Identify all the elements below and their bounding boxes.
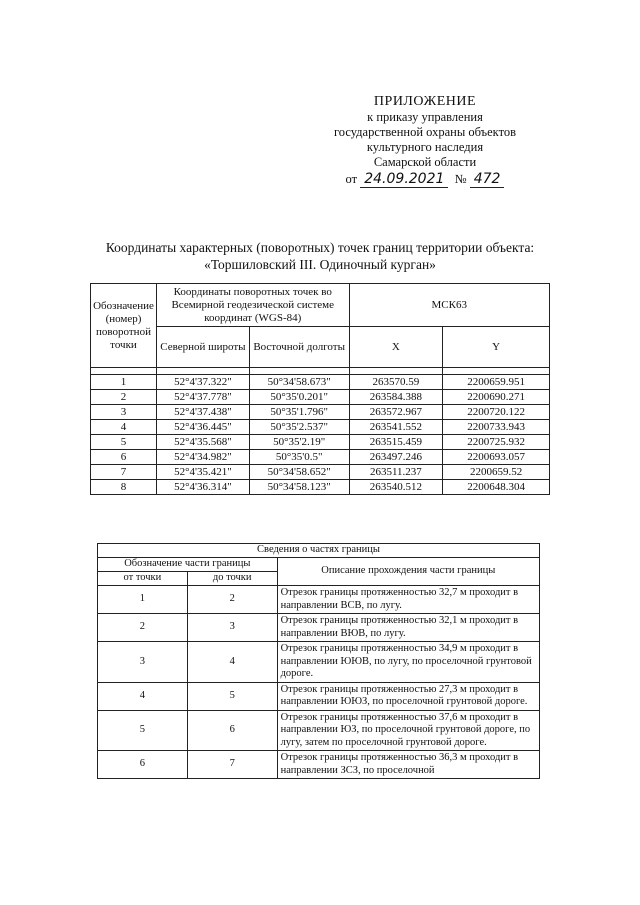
from-point-cell: 3 <box>98 642 188 683</box>
table-row <box>91 405 550 420</box>
order-date-line <box>300 172 550 188</box>
description-cell: Отрезок границы протяженностью 36,3 м проходит в направлении ЗСЗ, по проселочной <box>277 751 539 779</box>
point-number: 7 <box>91 465 157 480</box>
longitude-cell: 50°34'58.673" <box>249 375 349 390</box>
header-msk63: МСК63 <box>349 284 549 327</box>
table-row <box>98 586 540 614</box>
longitude-cell: 50°35'2.19" <box>249 435 349 450</box>
table-row <box>91 435 550 450</box>
longitude-cell: 50°34'58.123" <box>249 480 349 495</box>
point-number: 8 <box>91 480 157 495</box>
from-point-cell: 2 <box>98 614 188 642</box>
table-row <box>91 420 550 435</box>
appendix-title: ПРИЛОЖЕНИЕ <box>373 94 477 109</box>
x-cell: 263572.967 <box>349 405 443 420</box>
x-cell: 263515.459 <box>349 435 443 450</box>
point-number: 1 <box>91 375 157 390</box>
longitude-cell: 50°34'58.652" <box>249 465 349 480</box>
header-wgs84: Координаты поворотных точек во Всемирной геодезической системе координат (WGS-84) <box>156 284 349 327</box>
table-row <box>98 614 540 642</box>
y-cell: 2200693.057 <box>443 450 550 465</box>
boundary-parts-table <box>97 543 540 779</box>
header-line: государственной охраны объектов <box>333 125 517 139</box>
latitude-cell: 52°4'37.322" <box>156 375 249 390</box>
header-from-point: от точки <box>98 572 188 586</box>
title-line: Координаты характерных (поворотных) точек границ территории объекта: <box>105 240 535 255</box>
point-number: 4 <box>91 420 157 435</box>
header-designation: Обозначение части границы <box>98 558 278 572</box>
y-cell: 2200648.304 <box>443 480 550 495</box>
header-y: Y <box>443 327 550 368</box>
latitude-cell: 52°4'36.314" <box>156 480 249 495</box>
table-row <box>98 710 540 751</box>
from-point-cell: 6 <box>98 751 188 779</box>
x-cell: 263584.388 <box>349 390 443 405</box>
point-number: 3 <box>91 405 157 420</box>
description-cell: Отрезок границы протяженностью 27,3 м проходит в направлении ЮЮЗ, по проселочной грунтовой дороге. <box>277 682 539 710</box>
x-cell: 263540.512 <box>349 480 443 495</box>
header-latitude: Северной широты <box>156 327 249 368</box>
description-cell: Отрезок границы протяженностью 32,7 м проходит в направлении ВСВ, по лугу. <box>277 586 539 614</box>
from-point-cell: 5 <box>98 710 188 751</box>
x-cell: 263541.552 <box>349 420 443 435</box>
object-name: «Торшиловский III. Одиночный курган» <box>204 257 436 272</box>
date-prefix: от <box>345 172 358 186</box>
header-line: к приказу управления <box>367 110 483 124</box>
to-point-cell: 2 <box>187 586 277 614</box>
table-row <box>91 450 550 465</box>
y-cell: 2200725.932 <box>443 435 550 450</box>
document-title <box>60 239 580 273</box>
x-cell: 263497.246 <box>349 450 443 465</box>
header-line: культурного наследия <box>366 140 484 154</box>
order-number: 472 <box>470 172 505 188</box>
number-prefix: № <box>454 172 467 186</box>
table-row <box>91 390 550 405</box>
table-row <box>98 642 540 683</box>
latitude-cell: 52°4'35.568" <box>156 435 249 450</box>
description-cell: Отрезок границы протяженностью 34,9 м проходит в направлении ЮЮВ, по лугу, по проселочной грунтовой дороге. <box>277 642 539 683</box>
longitude-cell: 50°35'2.537" <box>249 420 349 435</box>
y-cell: 2200733.943 <box>443 420 550 435</box>
x-cell: 263511.237 <box>349 465 443 480</box>
parts-table-caption: Сведения о частях границы <box>98 544 540 558</box>
longitude-cell: 50°35'1.796" <box>249 405 349 420</box>
header-description: Описание прохождения части границы <box>277 558 539 586</box>
to-point-cell: 4 <box>187 642 277 683</box>
table-row <box>98 682 540 710</box>
to-point-cell: 5 <box>187 682 277 710</box>
point-number: 6 <box>91 450 157 465</box>
y-cell: 2200690.271 <box>443 390 550 405</box>
header-longitude: Восточной долготы <box>249 327 349 368</box>
from-point-cell: 1 <box>98 586 188 614</box>
latitude-cell: 52°4'34.982" <box>156 450 249 465</box>
appendix-header <box>300 94 550 188</box>
y-cell: 2200659.52 <box>443 465 550 480</box>
description-cell: Отрезок границы протяженностью 32,1 м проходит в направлении ВЮВ, по лугу. <box>277 614 539 642</box>
header-to-point: до точки <box>187 572 277 586</box>
header-point-number: Обозначение (номер) поворотной точки <box>91 284 157 368</box>
latitude-cell: 52°4'35.421" <box>156 465 249 480</box>
latitude-cell: 52°4'37.438" <box>156 405 249 420</box>
longitude-cell: 50°35'0.201" <box>249 390 349 405</box>
from-point-cell: 4 <box>98 682 188 710</box>
point-number: 2 <box>91 390 157 405</box>
y-cell: 2200720.122 <box>443 405 550 420</box>
latitude-cell: 52°4'37.778" <box>156 390 249 405</box>
table-row <box>91 465 550 480</box>
longitude-cell: 50°35'0.5" <box>249 450 349 465</box>
coordinates-table <box>90 283 550 495</box>
y-cell: 2200659.951 <box>443 375 550 390</box>
table-row <box>91 375 550 390</box>
to-point-cell: 3 <box>187 614 277 642</box>
to-point-cell: 6 <box>187 710 277 751</box>
table-row <box>98 751 540 779</box>
x-cell: 263570.59 <box>349 375 443 390</box>
to-point-cell: 7 <box>187 751 277 779</box>
table-row <box>91 480 550 495</box>
header-x: X <box>349 327 443 368</box>
header-line: Самарской области <box>373 155 477 169</box>
order-date: 24.09.2021 <box>360 172 448 188</box>
description-cell: Отрезок границы протяженностью 37,6 м проходит в направлении ЮЗ, по проселочной грунтовой дороге, по лугу, затем по проселочной грунтовой дороге. <box>277 710 539 751</box>
latitude-cell: 52°4'36.445" <box>156 420 249 435</box>
point-number: 5 <box>91 435 157 450</box>
